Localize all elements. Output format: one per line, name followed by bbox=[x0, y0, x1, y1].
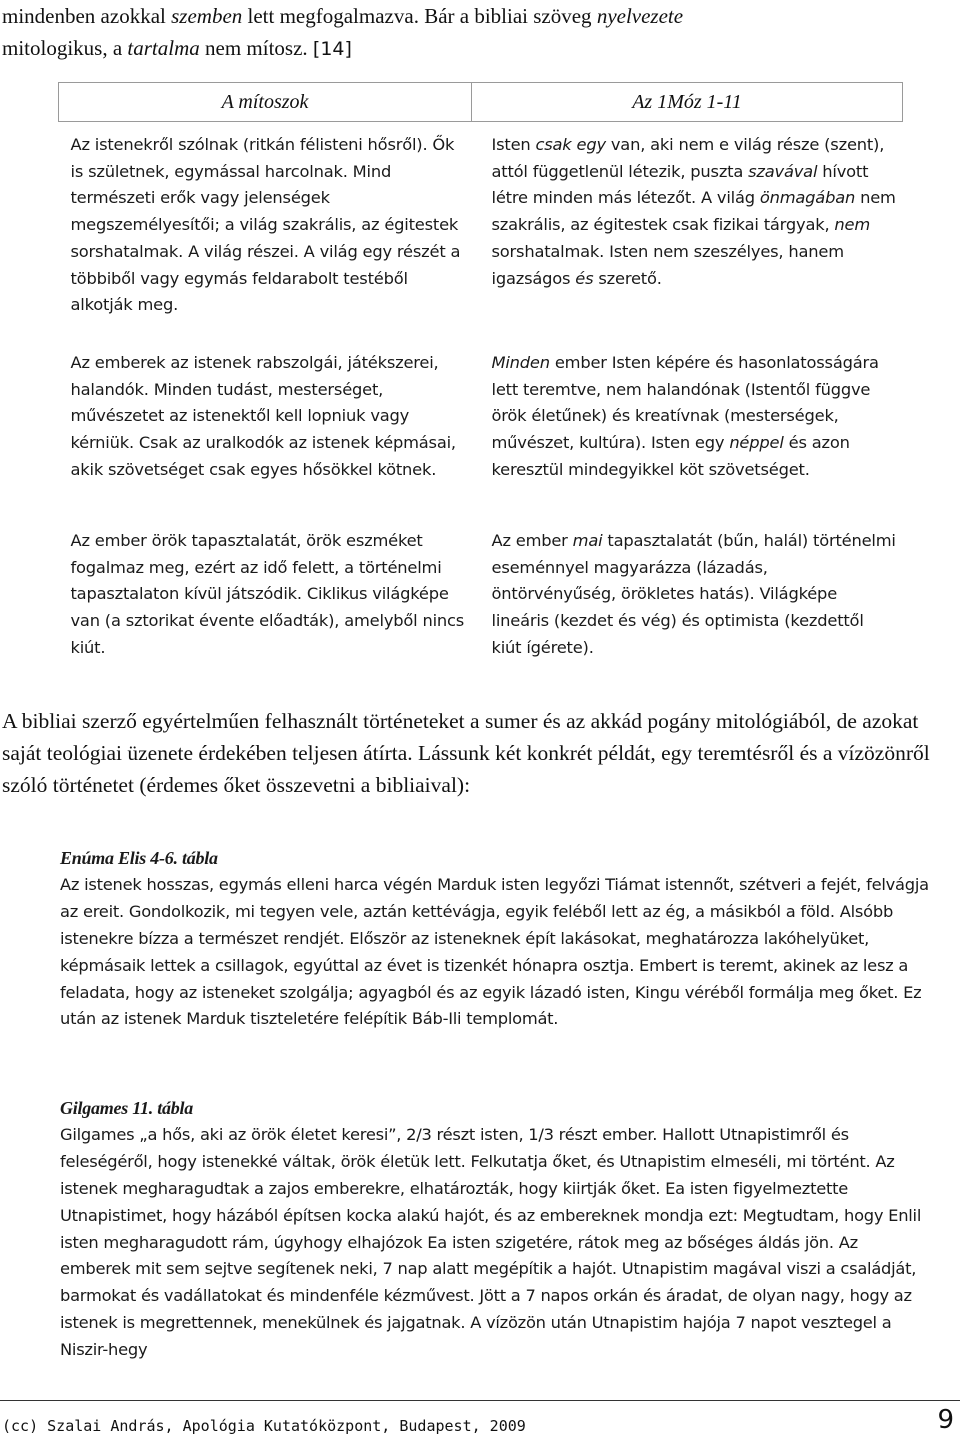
myth-text: Az ember örök tapasztalatát, örök eszméket fogalmaz meg, ezért az idő felett, a történelmi tapasztalaton kívül játszódik. Ciklikus világképe van (a sztorikat évente előadták), amelyből nincs kiút. bbox=[70, 531, 465, 657]
genesis-cell bbox=[472, 528, 903, 662]
genesis-cell bbox=[472, 122, 903, 351]
italic-run: szavával bbox=[748, 161, 818, 181]
footnote-reference[interactable]: [14] bbox=[312, 38, 352, 60]
intro-italic: nyelvezete bbox=[596, 4, 684, 28]
myth-cell bbox=[59, 122, 472, 351]
table-row bbox=[59, 122, 903, 351]
italic-run: Minden bbox=[491, 353, 550, 372]
page-number bbox=[937, 1405, 954, 1435]
excerpt-text: Az istenek hosszas, egymás elleni harca végén Marduk isten legyőzi Tiámat istennőt, szétveri a fejét, felvágja az ereit. Gondolkozik, mi tegyen vele, aztán kettévágja, egyik feléből lett az ég, a másikból a föld. Alsóbb istenekre bízza a természet rendjét. Először az isteneknek épít lakásokat, meghatározza lakóhelyüket, képmásaik lettek a csillagok, egyúttal az évet is tizenkét hónapra osztja. Embert is teremt, akinek az lesz a feladata, hogy az isteneket szolgálja; agyagból és az egyik lázadó isten, Kingu véréből formálja meg őket. Ez után az istenek Marduk tiszteletére felépítik Báb-Ili templomát. bbox=[60, 874, 929, 1029]
table-row bbox=[59, 528, 903, 662]
text-run: sorshatalmak. Isten nem szeszélyes, hanem igazságos bbox=[491, 241, 844, 288]
italic-run: és bbox=[575, 268, 594, 288]
text-run: és azon keresztül mindegyikkel köt szövetséget. bbox=[491, 433, 850, 479]
header-genesis: Az 1Móz 1-11 bbox=[472, 83, 903, 122]
text-run: tapasztalatát (bűn, halál) történelmi eseménnyel magyarázza (lázadás, öntörvényűség, örökletes hatás). Világképe lineáris (kezdet és vég) és optimista (kezdettől kiút ígérete). bbox=[491, 531, 896, 657]
genesis-text bbox=[492, 132, 897, 292]
intro-italic: tartalma bbox=[127, 36, 200, 60]
excerpt-gilgames bbox=[60, 1095, 930, 1364]
myth-text: Az istenekről szólnak (ritkán félisteni hősről). Ők is születnek, egymással harcolnak. Mind természeti erők vagy jelenségek megszemélyesítői; a világ szakrális, az égitestek sorshatalmak. A világ részei. A világ egy részét a többiből vagy egymás feldarabolt testéből alkotják meg. bbox=[70, 135, 461, 315]
footer-divider bbox=[0, 1400, 960, 1401]
page-number-text: 9 bbox=[937, 1405, 954, 1435]
footer-credit bbox=[2, 1417, 526, 1435]
excerpt-title: Gilgames 11. tábla bbox=[60, 1098, 194, 1118]
excerpt-text: Gilgames „a hős, aki az örök életet keresi”, 2/3 részt isten, 1/3 részt ember. Hallott Utnapistimről és feleségéről, hogy istenekké váltak, örök életük lett. Felkutatja őket, és Utnapistim elmeséli, mi történt. Az istenek megharagudtak a zajos emberekre, elhatározták, hogy kiirtják őket. Ea isten figyelmeztette Utnapistimet, hogy házából építsen kocka alakú hajót, és az embereknek mondja ezt: Megtudtam, hogy Enlil isten megharagudott rám, úgyhogy elhajózok Ea isten szigetére, rátok meg az bőséges áldás jön. Az emberek mit sem sejtve segítenek neki, 7 nap alatt megépítik a hajót. Utnapistim magával viszi a családját, barmokat és vadállatokat és mindenféle kézművest. Jött a 7 napos orkán és áradat, de olyan nagy, hogy az istenek is megrettennek, menekülnek és jajgatnak. A vízözön után Utnapistim hajója 7 napot vesztegel a Niszir-hegy bbox=[60, 1124, 922, 1360]
text-run: Az ember bbox=[491, 531, 573, 550]
text-run: Isten bbox=[491, 135, 536, 154]
text-run: hívott létre minden más létezőt. A világ bbox=[491, 161, 869, 208]
text-run: van, aki nem e világ része (szent), attól függetlenül létezik, puszta bbox=[491, 135, 885, 181]
excerpt-title: Enúma Elis 4-6. tábla bbox=[60, 848, 218, 868]
italic-run: néppel bbox=[729, 433, 784, 453]
genesis-text bbox=[492, 528, 897, 662]
intro-paragraph bbox=[2, 0, 922, 65]
myth-cell bbox=[59, 528, 472, 662]
italic-run: önmagában bbox=[759, 188, 856, 208]
table-header-row bbox=[59, 83, 903, 122]
text-run: szerető. bbox=[593, 268, 662, 288]
text-run: ember Isten képére és hasonlatosságára lett teremtve, nem halandónak (Istentől függve örök életűnek) és kreatívnak (mesterségek, művészet, kultúra). Isten egy bbox=[491, 353, 879, 453]
table-row bbox=[59, 350, 903, 528]
credit-text: (cc) Szalai András, Apológia Kutatóközpont, Budapest, 2009 bbox=[2, 1417, 526, 1435]
excerpt-enuma-elis bbox=[60, 845, 930, 1033]
intro-line-1 bbox=[2, 0, 922, 32]
intro-line-2 bbox=[2, 32, 922, 65]
genesis-text bbox=[492, 350, 897, 484]
intro-text: lett megfogalmazva. Bár a bibliai szöveg bbox=[242, 4, 597, 28]
myth-cell bbox=[59, 350, 472, 528]
body-text: A bibliai szerző egyértelműen felhasznált történeteket a sumer és az akkád pogány mitológiából, de azokat saját teológiai üzenete érdekében teljesen átírta. Lássunk két konkrét példát, egy teremtésről és a vízözönről szóló történetet (érdemes őket összevetni a bibliaival): bbox=[2, 709, 930, 797]
intro-text: mindenben azokkal bbox=[2, 4, 172, 28]
comparison-table bbox=[58, 82, 903, 662]
italic-run: mai bbox=[572, 531, 603, 550]
intro-text: nem mítosz. bbox=[199, 36, 313, 60]
italic-run: nem bbox=[834, 215, 871, 235]
intro-italic: szemben bbox=[171, 4, 243, 28]
body-paragraph bbox=[2, 705, 952, 801]
myth-text: Az emberek az istenek rabszolgái, játékszerei, halandók. Minden tudást, mesterséget, művészetet az istenektől kell lopniuk vagy kérniük. Csak az uralkodók az istenek képmásai, akik szövetséget csak egyes hősökkel kötnek. bbox=[70, 353, 456, 479]
text-run: nem szakrális, az égitestek csak fizikai tárgyak, bbox=[491, 188, 896, 235]
genesis-cell bbox=[472, 350, 903, 528]
intro-text: mitologikus, a bbox=[2, 36, 128, 60]
header-myths: A mítoszok bbox=[59, 83, 472, 122]
italic-run: csak egy bbox=[535, 135, 606, 154]
